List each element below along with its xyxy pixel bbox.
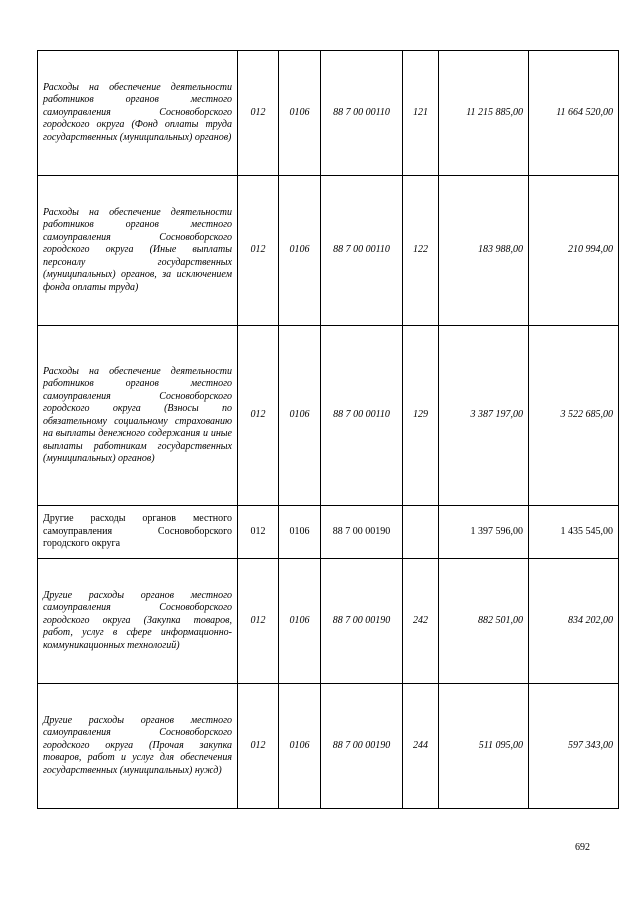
- target-article-code: 88 7 00 00110: [321, 51, 403, 176]
- row-description: Расходы на обеспечение деятельности работников органов местного самоуправления Сосновоборского городского округа (Фонд оплаты труда государственных (муниципальных) органов): [38, 51, 238, 176]
- amount-year-1: 882 501,00: [439, 559, 529, 684]
- expense-type-code: 242: [403, 559, 439, 684]
- expense-type-code: 129: [403, 326, 439, 506]
- target-article-code: 88 7 00 00190: [321, 506, 403, 559]
- row-description: Расходы на обеспечение деятельности работников органов местного самоуправления Сосновоборского городского округа (Взносы по обязательному социальному страхованию на выплаты денежного содержания и иные выплаты работникам государственных (муниципальных) органов): [38, 326, 238, 506]
- table-row: [38, 506, 619, 559]
- row-description: Другие расходы органов местного самоуправления Сосновоборского городского округа: [38, 506, 238, 559]
- row-description: Другие расходы органов местного самоуправления Сосновоборского городского округа (Прочая закупка товаров, работ и услуг для обеспечения государственных (муниципальных) нужд): [38, 684, 238, 809]
- expense-type-code: 122: [403, 176, 439, 326]
- table-row: [38, 684, 619, 809]
- expense-type-code: 121: [403, 51, 439, 176]
- expense-type-code: 244: [403, 684, 439, 809]
- table-row: [38, 559, 619, 684]
- grbs-code: 012: [238, 176, 279, 326]
- target-article-code: 88 7 00 00110: [321, 326, 403, 506]
- budget-table: [37, 50, 619, 809]
- amount-year-2: 3 522 685,00: [529, 326, 619, 506]
- table-row: [38, 176, 619, 326]
- grbs-code: 012: [238, 506, 279, 559]
- target-article-code: 88 7 00 00190: [321, 684, 403, 809]
- page-number: 692: [575, 842, 590, 853]
- amount-year-2: 834 202,00: [529, 559, 619, 684]
- row-description: Расходы на обеспечение деятельности работников органов местного самоуправления Сосновоборского городского округа (Иные выплаты персоналу государственных (муниципальных) органов, за исключением фонда оплаты труда): [38, 176, 238, 326]
- expense-type-code: [403, 506, 439, 559]
- row-description: Другие расходы органов местного самоуправления Сосновоборского городского округа (Закупка товаров, работ, услуг в сфере информационно-коммуникационных технологий): [38, 559, 238, 684]
- grbs-code: 012: [238, 684, 279, 809]
- grbs-code: 012: [238, 559, 279, 684]
- section-code: 0106: [279, 559, 321, 684]
- section-code: 0106: [279, 506, 321, 559]
- amount-year-2: 11 664 520,00: [529, 51, 619, 176]
- grbs-code: 012: [238, 326, 279, 506]
- amount-year-2: 597 343,00: [529, 684, 619, 809]
- target-article-code: 88 7 00 00110: [321, 176, 403, 326]
- amount-year-1: 183 988,00: [439, 176, 529, 326]
- amount-year-2: 1 435 545,00: [529, 506, 619, 559]
- table-row: [38, 51, 619, 176]
- amount-year-2: 210 994,00: [529, 176, 619, 326]
- grbs-code: 012: [238, 51, 279, 176]
- section-code: 0106: [279, 326, 321, 506]
- target-article-code: 88 7 00 00190: [321, 559, 403, 684]
- amount-year-1: 1 397 596,00: [439, 506, 529, 559]
- section-code: 0106: [279, 176, 321, 326]
- amount-year-1: 511 095,00: [439, 684, 529, 809]
- amount-year-1: 11 215 885,00: [439, 51, 529, 176]
- table-row: [38, 326, 619, 506]
- amount-year-1: 3 387 197,00: [439, 326, 529, 506]
- section-code: 0106: [279, 51, 321, 176]
- section-code: 0106: [279, 684, 321, 809]
